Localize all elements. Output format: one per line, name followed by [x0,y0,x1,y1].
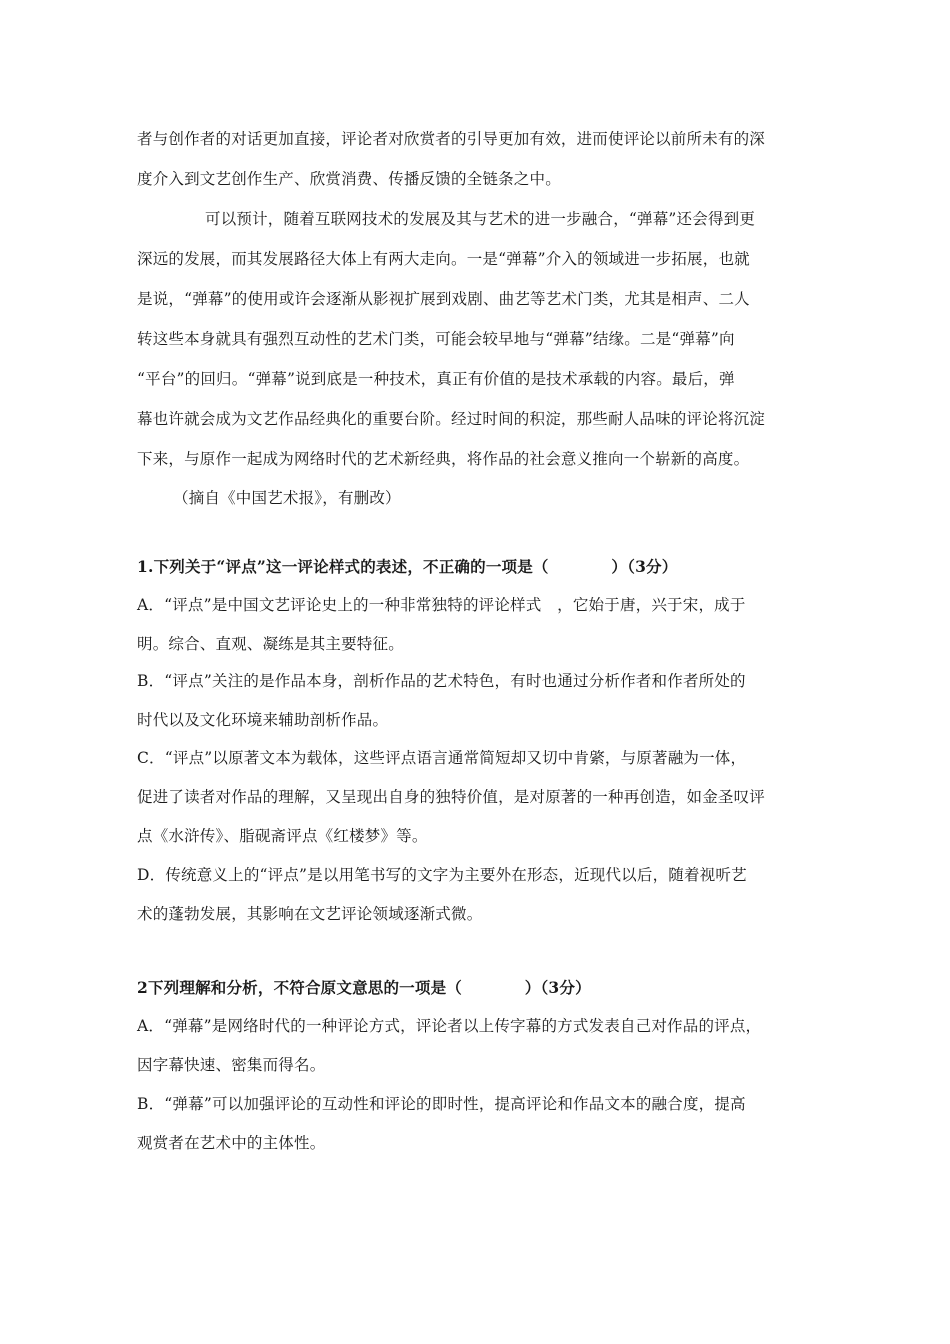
text-line: 是说，“弹幕”的使用或许会逐渐从影视扩展到戏剧、曲艺等艺术门类，尤其是相声、二人 [137,290,750,308]
option-a-line: 明。综合、直观、凝练是其主要特征。 [137,635,404,653]
option-b-line: 时代以及文化环境来辅助剖析作品。 [137,711,389,729]
option-b-line: B．“弹幕”可以加强评论的互动性和评论的即时性，提高评论和作品文本的融合度，提高 [137,1095,746,1113]
question-stem: 1.下列关于“评点”这一评论样式的表述，不正确的一项是（ ）（3分） [137,557,678,576]
text-line: 者与创作者的对话更加直接，评论者对欣赏者的引导更加有效，进而使评论以前所未有的深 [137,130,766,148]
source-attribution: （摘自《中国艺术报》，有删改） [173,489,401,507]
question-stem: 2下列理解和分析，不符合原文意思的一项是（ ）（3分） [137,978,591,997]
text-line: 度介入到文艺创作生产、欣赏消费、传播反馈的全链条之中。 [137,170,561,188]
text-line: 可以预计，随着互联网技术的发展及其与艺术的进一步融合，“弹幕”还会得到更 [205,210,756,228]
option-a-line: A．“弹幕”是网络时代的一种评论方式，评论者以上传字幕的方式发表自己对作品的评点， [137,1017,762,1035]
option-d-line: 术的蓬勃发展，其影响在文艺评论领域逐渐式微。 [137,905,483,923]
option-c-line: 点《水浒传》、脂砚斋评点《红楼梦》等。 [137,827,428,845]
option-b-line: B．“评点”关注的是作品本身，剖析作品的艺术特色，有时也通过分析作者和作者所处的 [137,672,746,690]
option-a-line: A．“评点”是中国文艺评论史上的一种非常独特的评论样式 ，它始于唐，兴于宋，成于 [137,596,746,614]
option-c-line: 促进了读者对作品的理解，又呈现出自身的独特价值，是对原著的一种再创造，如金圣叹评 [137,788,766,806]
text-line: 深远的发展，而其发展路径大体上有两大走向。一是“弹幕”介入的领域进一步拓展，也就 [137,250,750,268]
option-d-line: D．传统意义上的“评点”是以用笔书写的文字为主要外在形态，近现代以后，随着视听艺 [137,866,747,884]
text-line: 转这些本身就具有强烈互动性的艺术门类，可能会较早地与“弹幕”结缘。二是“弹幕”向 [137,330,735,348]
option-a-line: 因字幕快速、密集而得名。 [137,1056,326,1074]
text-line: 下来，与原作一起成为网络时代的艺术新经典，将作品的社会意义推向一个崭新的高度。 [137,450,750,468]
text-line: 幕也许就会成为文艺作品经典化的重要台阶。经过时间的积淀，那些耐人品味的评论将沉淀 [137,410,766,428]
text-line: “平台”的回归。“弹幕”说到底是一种技术，真正有价值的是技术承载的内容。最后，弹 [137,370,735,388]
option-c-line: C．“评点”以原著文本为载体，这些评点语言通常简短却又切中肯綮，与原著融为一体， [137,749,747,767]
option-b-line: 观赏者在艺术中的主体性。 [137,1134,326,1152]
